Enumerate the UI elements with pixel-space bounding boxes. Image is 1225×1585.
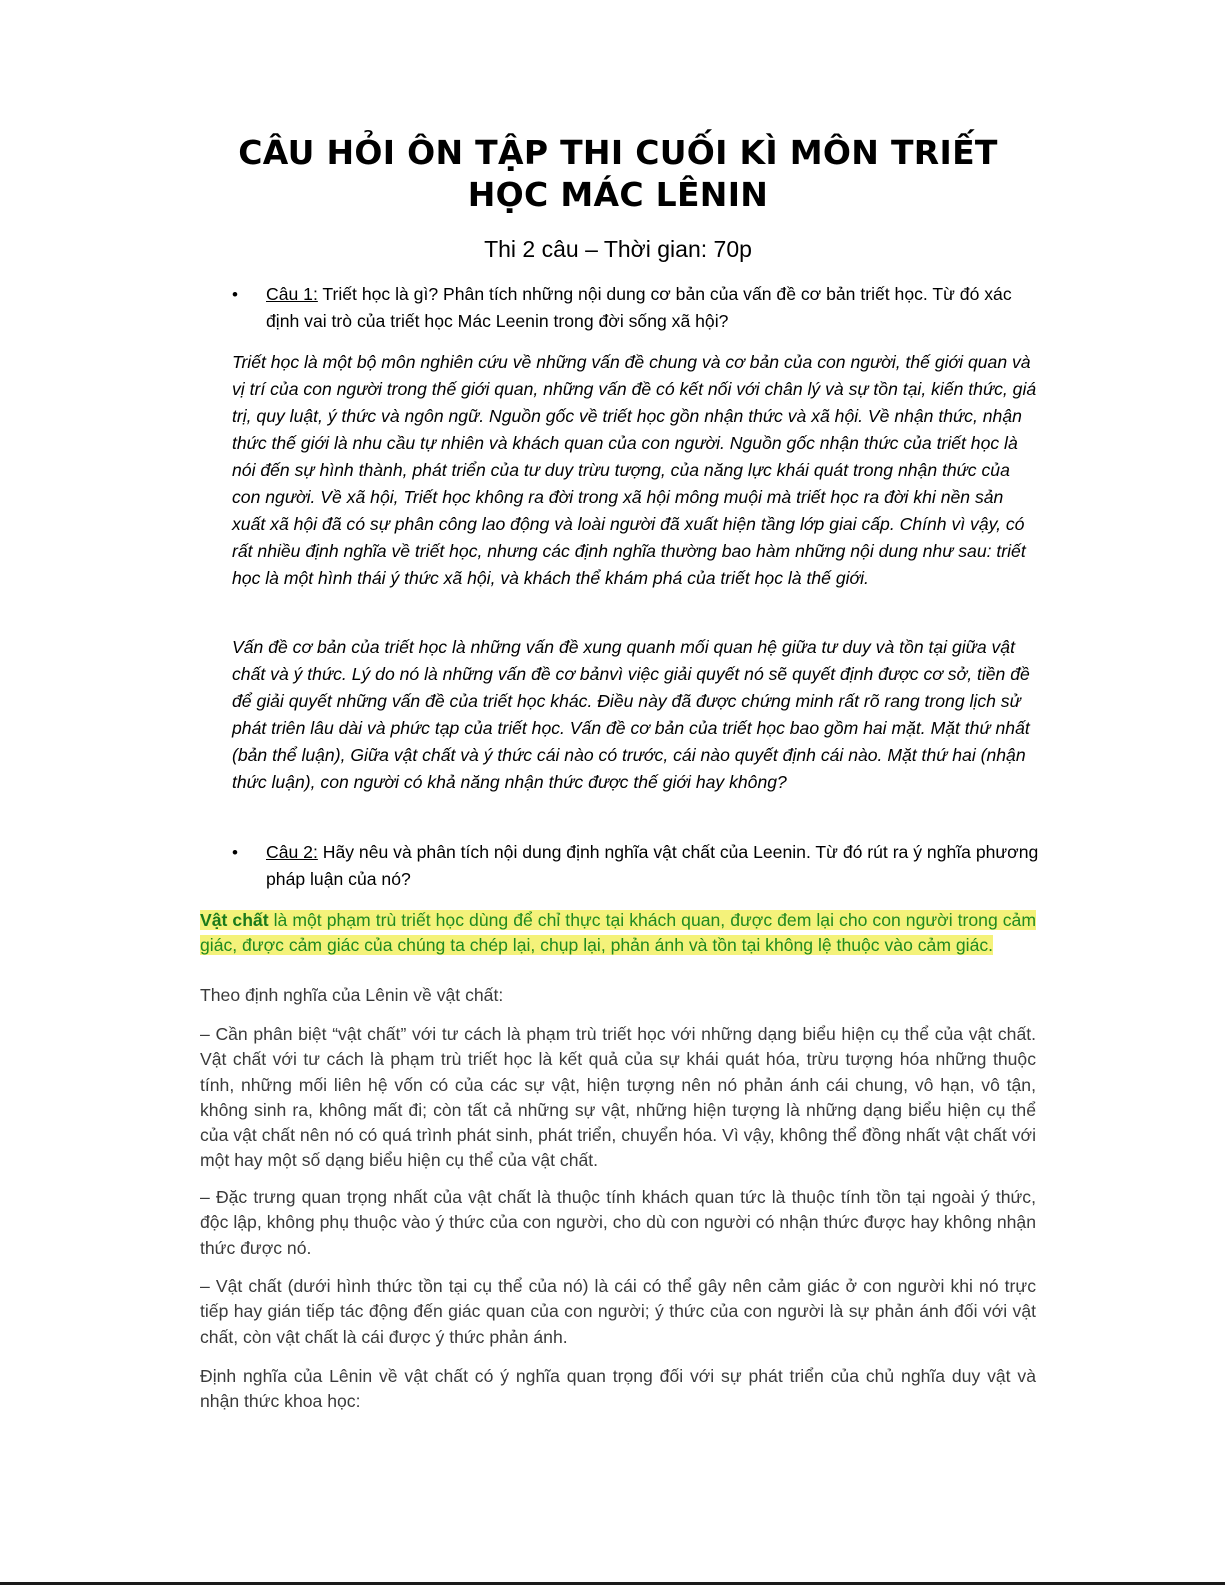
question-1 (232, 281, 1042, 335)
answer-1-paragraph-2: Vấn đề cơ bản của triết học là những vấn đề xung quanh mối quan hệ giữa tư duy và tồn tại giữa vật chất và ý thức. Lý do nó là những vấn đề cơ bảnvì việc giải quyết nó sẽ quyết định được cơ sở, tiền đề để giải quyết những vấn đề của triết học khác. Điều này đã được chứng minh rất rõ rang trong lịch sử phát triên lâu dài và phức tạp của triết học. Vấn đề cơ bản của triết học bao gồm hai mặt. Mặt thứ nhất (bản thể luận), Giữa vật chất và ý thức cái nào có trước, cái nào quyết định cái nào. Mặt thứ hai (nhận thức luận), con người có khả năng nhận thức được thế giới hay không? (232, 637, 1030, 792)
question-2-body (266, 839, 1042, 893)
point-3: – Vật chất (dưới hình thức tồn tại cụ thể của nó) là cái có thể gây nên cảm giác ở con người khi nó trực tiếp hay gián tiếp tác động đến giác quan của con người; ý thức của con người là sự phản ánh đối với vật chất, còn vật chất là cái được ý thức phản ánh. (200, 1276, 1036, 1347)
closing-paragraph: Định nghĩa của Lênin về vật chất có ý nghĩa quan trọng đối với sự phát triển của chủ nghĩa duy vật và nhận thức khoa học: (200, 1366, 1036, 1412)
lenin-intro: Theo định nghĩa của Lênin về vật chất: (200, 985, 504, 1005)
question-1-text: Triết học là gì? Phân tích những nội dung cơ bản của vấn đề cơ bản triết học. Từ đó xác định vai trò của triết học Mác Leenin trong đời sống xã hội? (266, 284, 1012, 331)
definition-paragraph (200, 908, 1036, 959)
question-1-label: Câu 1: (266, 284, 318, 304)
bullet-icon: • (232, 285, 238, 304)
page-title: CÂU HỎI ÔN TẬP THI CUỐI KÌ MÔN TRIẾT HỌC MÁC LÊNIN (238, 133, 998, 214)
question-2 (232, 839, 1042, 893)
answer-1-paragraph-1: Triết học là một bộ môn nghiên cứu về những vấn đề chung và cơ bản của con người, thế giới quan và vị trí của con người trong thế giới quan, những vấn đề có kết nối với chân lý và sự tồn tại, kiến thức, giá trị, quy luật, ý thức và ngôn ngữ. Nguồn gốc về triết học gồn nhận thức và xã hội. Về nhận thức, nhận thức thế giới là nhu cầu tự nhiên và khách quan của con người. Nguồn gốc nhận thức của triết học là nói đến sự hình thành, phát triển của tư duy trừu tượng, của năng lực khái quát trong nhận thức của con người. Về xã hội, Triết học không ra đời trong xã hội mông muội mà triết học ra đời khi nền sản xuất xã hội đã có sự phân công lao động và loài người đã xuất hiện tầng lớp giai cấp. Chính vì vậy, có rất nhiều định nghĩa về triết học, nhưng các định nghĩa thường bao hàm những nội dung như sau: triết học là một hình thái ý thức xã hội, và khách thể khám phá của triết học là thế giới. (232, 352, 1037, 588)
bullet-icon: • (232, 843, 238, 862)
definition-text: là một phạm trù triết học dùng để chỉ thực tại khách quan, được đem lại cho con người trong cảm giác, được cảm giác của chúng ta chép lại, chụp lại, phản ánh và tồn tại không lệ thuộc vào cảm giác. (200, 910, 1036, 956)
point-2: – Đặc trưng quan trọng nhất của vật chất là thuộc tính khách quan tức là thuộc tính tồn tại ngoài ý thức, độc lập, không phụ thuộc vào ý thức của con người, cho dù con người có nhận thức được hay không nhận thức được nó. (200, 1187, 1036, 1258)
question-2-text: Hãy nêu và phân tích nội dung định nghĩa vật chất của Leenin. Từ đó rút ra ý nghĩa phương pháp luận của nó? (266, 842, 1039, 889)
highlighted-definition (200, 910, 1036, 955)
point-1: – Cần phân biệt “vật chất” với tư cách là phạm trù triết học với những dạng biểu hiện cụ thể của vật chất. Vật chất với tư cách là phạm trù triết học là kết quả của sự khái quát hóa, trừu tượng hóa những thuộc tính, những mối liên hệ vốn có của các sự vật, hiện tượng nên nó phản ánh cái chung, vô hạn, vô tận, không sinh ra, không mất đi; còn tất cả những sự vật, những hiện tượng là những dạng biểu hiện cụ thể của vật chất nên nó có quá trình phát sinh, phát triển, chuyển hóa. Vì vậy, không thể đồng nhất vật chất với một hay một số dạng biểu hiện cụ thể của vật chất. (200, 1024, 1036, 1171)
question-1-body (266, 281, 1042, 335)
definition-term: Vật chất (200, 910, 269, 930)
page-subtitle: Thi 2 câu – Thời gian: 70p (484, 236, 752, 262)
question-2-label: Câu 2: (266, 842, 318, 862)
